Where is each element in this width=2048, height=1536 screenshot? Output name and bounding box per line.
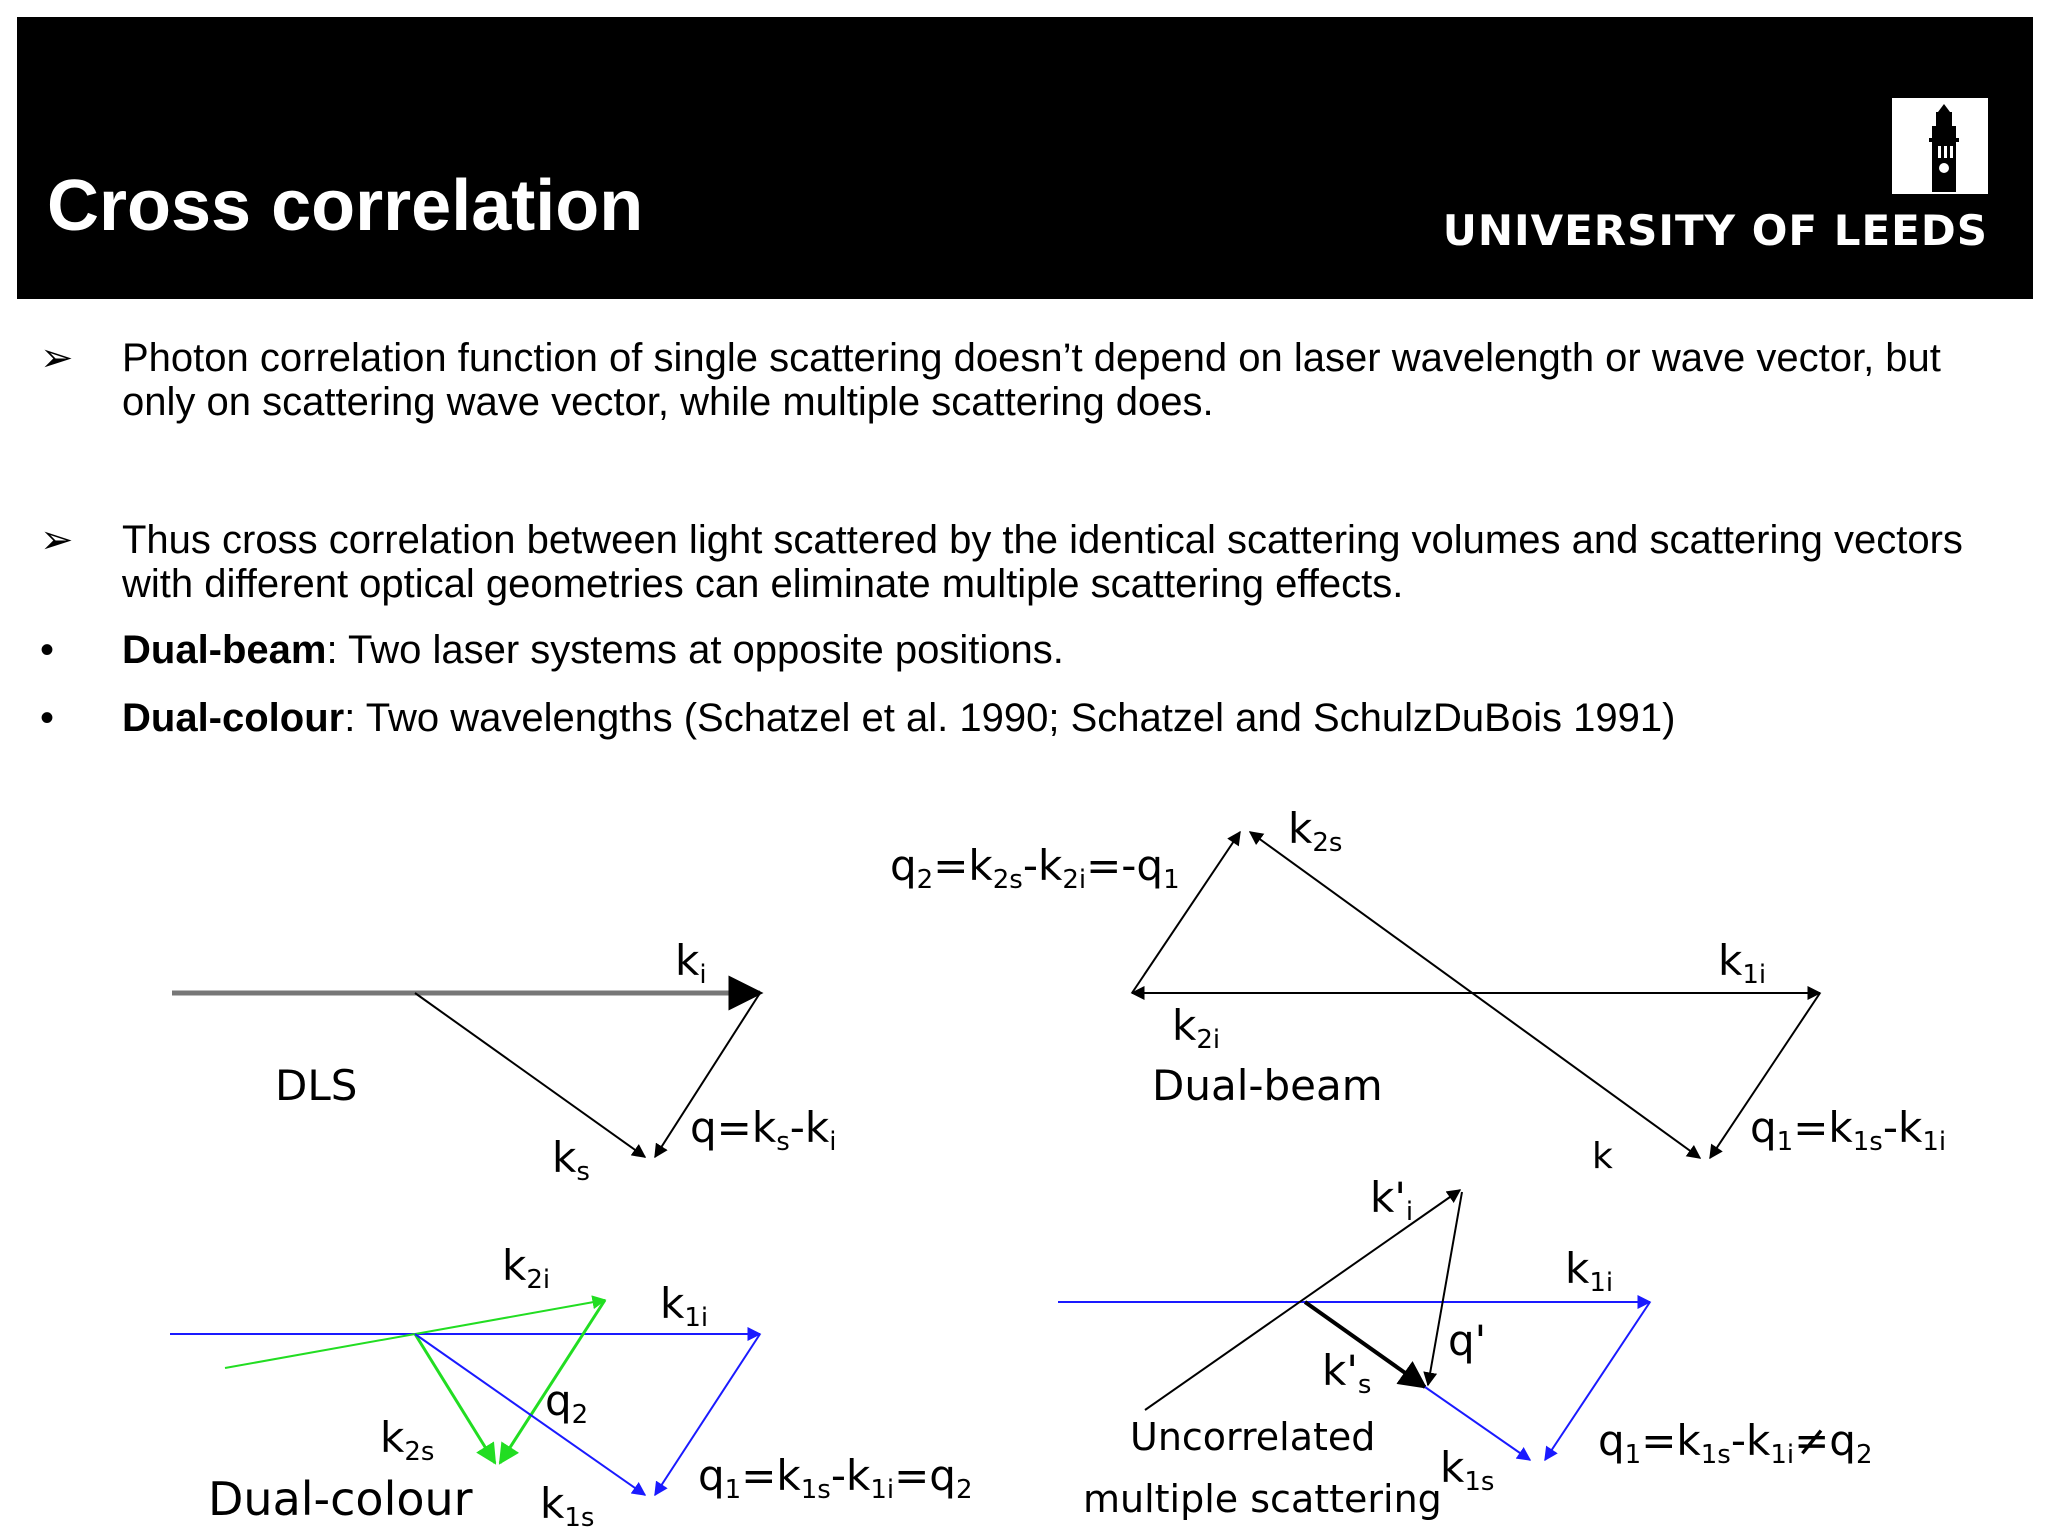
k1s-label-cut: k [1592, 1136, 1613, 1177]
ks-label: ks [552, 1133, 590, 1187]
bullet-text: : Two laser systems at opposite positions. [326, 628, 1064, 672]
bullet-bold-term: Dual-beam [122, 628, 327, 672]
q2-equation: q2=k2s-k2i=-q1 [890, 841, 1180, 895]
k1i-label: k1i [1565, 1244, 1614, 1298]
q1-equation: q1=k1s-k1i≠q2 [1598, 1416, 1873, 1470]
dls-label: DLS [275, 1061, 358, 1110]
slide-title: Cross correlation [47, 166, 644, 246]
dual-colour-diagram [170, 1241, 972, 1533]
dot-bullet-icon: • [40, 628, 55, 672]
k2i-label: k2i [502, 1241, 551, 1295]
uncorrelated-label-line1: Uncorrelated [1130, 1415, 1376, 1459]
bullet-text: : Two wavelengths (Schatzel et al. 1990; Schatzel and SchulzDuBois 1991) [344, 696, 1676, 740]
university-name: UNIVERSITY OF LEEDS [1442, 206, 1988, 255]
k2s-label: k2s [380, 1413, 435, 1467]
dual-colour-label: Dual-colour [208, 1472, 473, 1526]
kpi-label: k'i [1370, 1173, 1414, 1227]
q-equation: q=ks-ki [690, 1103, 837, 1157]
qp-label: q' [1448, 1316, 1487, 1365]
uncorrelated-label-line2: multiple scattering [1083, 1477, 1442, 1521]
multiple-scattering-diagram [1058, 1173, 1872, 1521]
k1i-label: k1i [1718, 936, 1767, 990]
dls-diagram [172, 936, 836, 1187]
arrow-bullet-icon: ➢ [40, 336, 74, 380]
dot-bullet-icon: • [40, 696, 55, 740]
k1i-label: k1i [660, 1279, 709, 1333]
scattered-vector-ks [415, 993, 645, 1157]
bullet-text: Thus cross correlation between light scattered by the identical scattering volumes and scattering vectors with different optical geometries can eliminate multiple scattering effects. [122, 518, 1963, 606]
k2s-label: k2s [1288, 804, 1343, 858]
ki-label: ki [675, 936, 707, 990]
q1-equation: q1=k1s-k1i [1750, 1103, 1947, 1157]
bullet-bold-term: Dual-colour [122, 696, 345, 740]
k1s-label: k1s [540, 1479, 595, 1533]
k2i-label: k2i [1172, 1001, 1221, 1055]
bullet-text: Photon correlation function of single scattering doesn’t depend on laser wavelength or wave vector, but only on scattering wave vector, while multiple scattering does. [122, 336, 1941, 424]
dual-beam-diagram [890, 804, 1946, 1177]
dual-beam-label: Dual-beam [1152, 1061, 1383, 1110]
q1-equation: q1=k1s-k1i=q2 [698, 1451, 973, 1505]
k1s-label: k1s [1440, 1443, 1495, 1497]
arrow-bullet-icon: ➢ [40, 518, 74, 562]
kps-label: k's [1322, 1346, 1372, 1400]
scattered-vector-k1s [415, 1334, 645, 1495]
q2-label: q2 [545, 1376, 589, 1430]
